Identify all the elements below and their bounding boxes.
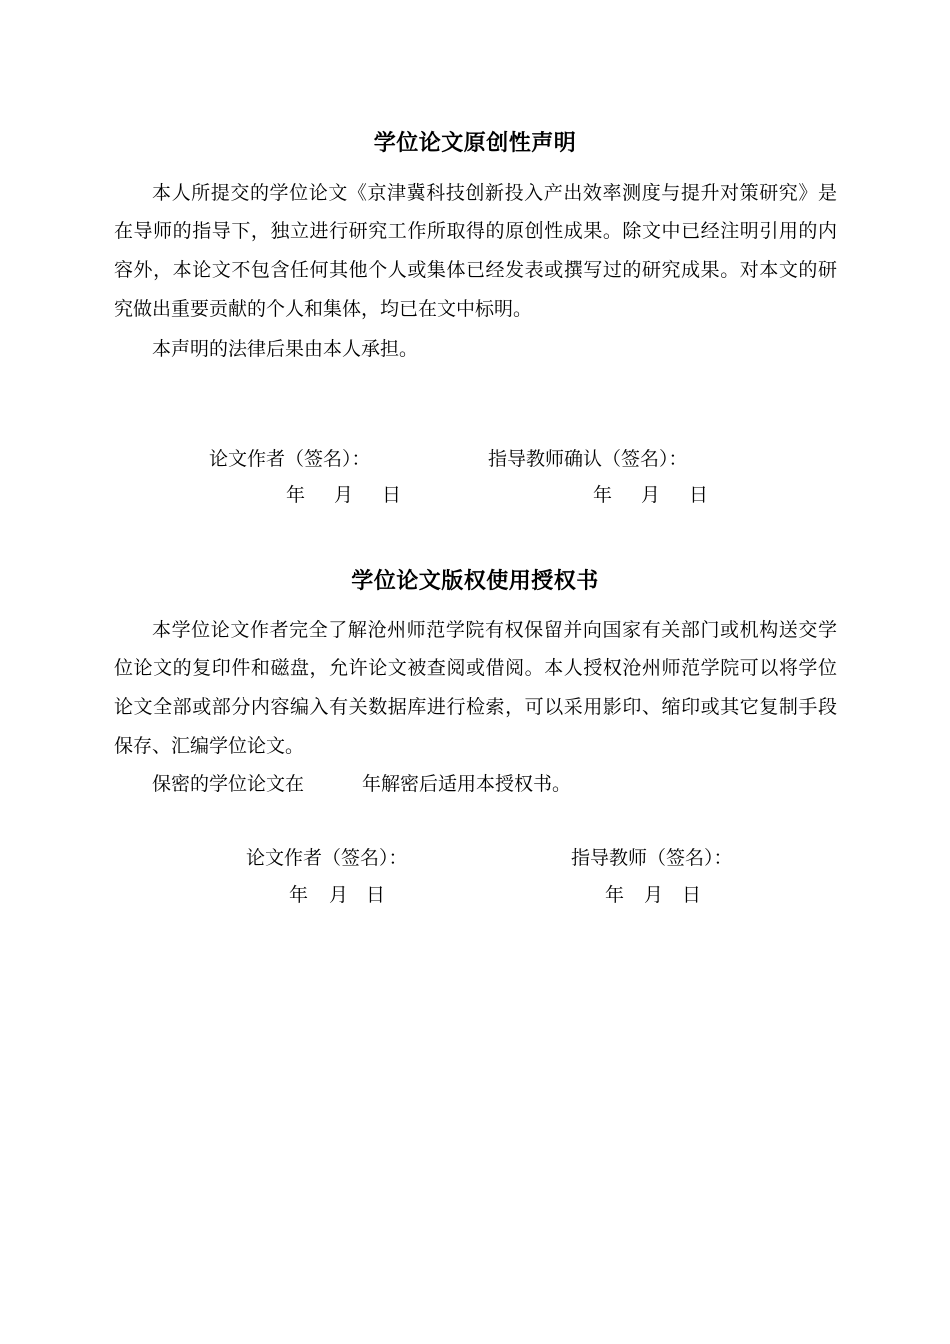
secrecy-suffix: 年解密后适用本授权书。	[362, 773, 572, 795]
liability-statement: 本声明的法律后果由本人承担。	[152, 338, 419, 360]
advisor-date-month: 月	[641, 484, 661, 506]
advisor-confirm-signature-label: 指导教师确认（签名）：	[488, 448, 688, 470]
copyright-advisor-date-month: 月	[644, 884, 664, 906]
originality-line-1: 本人所提交的学位论文《京津冀科技创新投入产出效率测度与提升对策研究》是	[152, 182, 837, 204]
copyright-advisor-date-year: 年	[605, 884, 625, 906]
originality-line-2: 在导师的指导下，独立进行研究工作所取得的原创性成果。除文中已经注明引用的内	[114, 220, 837, 242]
copyright-author-date-year: 年	[289, 884, 309, 906]
copyright-line-1: 本学位论文作者完全了解沧州师范学院有权保留并向国家有关部门或机构送交学	[152, 619, 837, 641]
author-date-month: 月	[334, 484, 354, 506]
copyright-advisor-date-day: 日	[682, 884, 702, 906]
originality-line-3: 容外，本论文不包含任何其他个人或集体已经发表或撰写过的研究成果。对本文的研	[114, 259, 837, 281]
copyright-author-date-day: 日	[366, 884, 386, 906]
copyright-advisor-signature-label: 指导教师（签名）：	[571, 847, 733, 869]
copyright-author-signature-label: 论文作者（签名）：	[246, 847, 408, 869]
advisor-date-year: 年	[593, 484, 613, 506]
copyright-author-date-month: 月	[329, 884, 349, 906]
advisor-date-day: 日	[689, 484, 709, 506]
copyright-line-4: 保存、汇编学位论文。	[114, 735, 305, 757]
originality-title: 学位论文原创性声明	[373, 131, 577, 156]
copyright-line-2: 位论文的复印件和磁盘，允许论文被查阅或借阅。本人授权沧州师范学院可以将学位	[114, 657, 837, 679]
author-signature-label: 论文作者（签名）：	[209, 448, 371, 470]
secrecy-prefix: 保密的学位论文在	[152, 773, 305, 795]
author-date-year: 年	[286, 484, 306, 506]
copyright-title: 学位论文版权使用授权书	[351, 569, 599, 594]
author-date-day: 日	[382, 484, 402, 506]
copyright-line-3: 论文全部或部分内容编入有关数据库进行检索，可以采用影印、缩印或其它复制手段	[114, 696, 837, 718]
originality-line-4: 究做出重要贡献的个人和集体，均已在文中标明。	[114, 298, 533, 320]
